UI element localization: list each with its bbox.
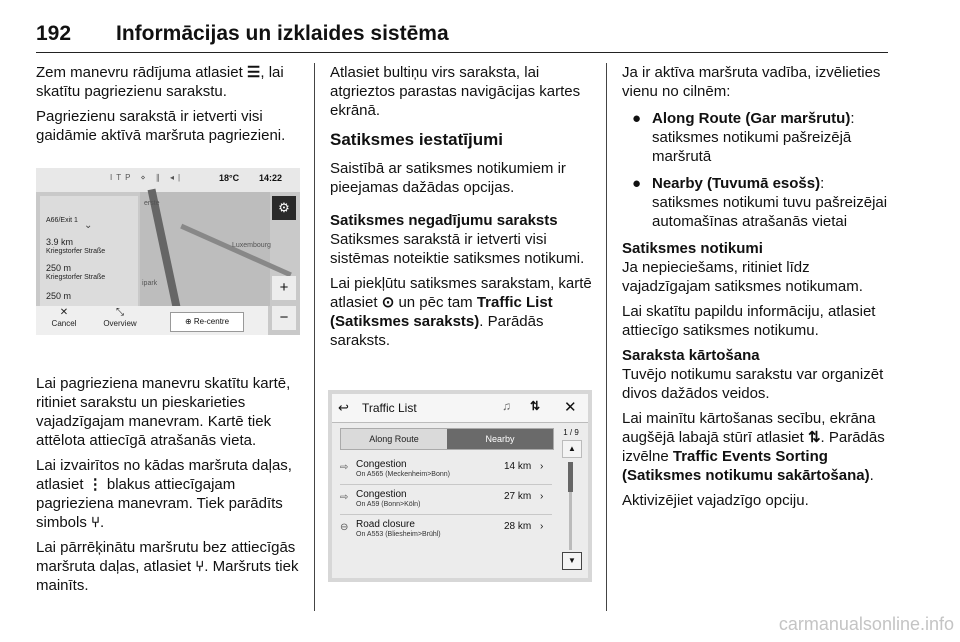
subheading: Satiksmes negadījumu saraksts [330,212,558,229]
road-closure-icon: ⊖ [340,522,349,533]
list-item[interactable]: 250 m Kriegstorfer Straße [46,263,106,281]
traffic-list-screenshot [328,390,592,582]
chevron-right-icon: › [540,461,544,472]
subheading: Satiksmes notikumi [622,240,763,257]
scroll-thumb[interactable] [568,462,573,492]
paragraph: Pagriezienu sarakstā ir ietverti visi gaidāmie aktīvā maršruta pagriezieni. [36,108,286,144]
overview-button[interactable]: ⤡ Overview [94,306,146,335]
column-1-lower [36,374,304,601]
page-number: 192 [36,22,72,45]
cancel-button[interactable]: ✕ Cancel [42,306,86,335]
back-arrow-icon[interactable]: ↩ [338,400,349,415]
status-bar [36,168,300,192]
overview-icon: ⤡ [116,307,124,318]
paragraph: Aktivizējiet vajadzīgo opciju. [622,492,809,509]
zoom-out-button[interactable]: − [272,306,296,330]
list-item[interactable]: 250 m [46,291,72,301]
scrollbar[interactable] [560,428,582,568]
paragraph: Zem manevru rādījuma atlasiet ☰, lai skatītu pagriezienu sarakstu. [36,64,284,100]
music-icon: ♫ [502,399,511,413]
paragraph: Lai pagrieziena manevru skatītu kartē, ritiniet sarakstu un pieskarieties vajadzīgajam manevram. Kartē tiek attēlota attiecīgā atrašanās vieta. [36,375,291,449]
column-3 [622,63,890,516]
column-divider [606,63,607,611]
congestion-icon: ⇨ [340,492,349,503]
tab-along-route[interactable]: Along Route [369,434,419,444]
paragraph: Lai piekļūtu satiksmes sarakstam, kartē atlasiet ⊙ un pēc tam Traffic List (Satiksmes saraksts). Parādās saraksts. [330,275,592,349]
close-icon[interactable]: ✕ [564,399,577,416]
column-2 [330,63,592,356]
column-1 [36,63,304,151]
chevron-down-icon[interactable]: ⌄ [84,220,93,231]
traffic-row[interactable]: ⇨ Congestion On A59 (Bonn>Köln) 27 km › [340,486,552,515]
page-header [36,18,888,53]
crosshair-icon: ⊕ [184,317,194,326]
recentre-button[interactable]: ⊕ Re-centre [170,312,244,332]
temperature: 18°C [219,173,240,183]
zoom-in-button[interactable]: + [272,276,296,300]
scroll-up-button[interactable]: ▲ [562,440,582,458]
sort-icon: ⇅ [807,429,821,446]
settings-icon: ⊙ [381,294,395,311]
close-icon: ✕ [59,307,69,318]
chevron-right-icon: › [540,491,544,502]
column-divider [314,63,315,611]
list-icon: ☰ [246,64,261,81]
watermark: carmanualsonline.info [778,614,954,634]
settings-icon[interactable]: ⚙ [272,196,296,220]
list-item[interactable]: 3.9 km Kriegstorfer Straße [46,237,106,255]
chevron-right-icon: › [540,521,544,532]
paragraph: Atlasiet bultiņu virs saraksta, lai atgrieztos parastas navigācijas kartes ekrānā. [330,64,581,119]
traffic-list-header [332,394,588,423]
paragraph: Lai skatītu papildu informāciju, atlasiet attiecīgo satiksmes notikumu. [622,303,876,339]
traffic-row[interactable]: ⇨ Congestion On A565 (Meckenheim>Bonn) 14 km › [340,456,552,485]
screen-title: Traffic List [362,401,417,415]
map-label: ipark [142,280,158,287]
map-label: erste [144,200,160,207]
traffic-row[interactable]: ⊖ Road closure On A553 (Bliesheim>Brühl) 28 km › [340,519,544,538]
list-item[interactable]: A66/Exit 1 [46,217,78,224]
bottom-bar [36,306,268,335]
list-item: ● Nearby (Tuvumā esošs): satiksmes notikumi tuvu pašreizējai automašīnas atrašanās vietai [632,175,888,230]
turn-list [40,196,138,306]
tab-nearby[interactable]: Nearby [447,429,553,449]
paragraph: Lai mainītu kārtošanas secību, ekrāna augšējā labajā stūrī atlasiet ⇅. Parādās izvēlne Traffic Events Sorting (Satiksmes notikumu sakārtošana). [622,410,885,484]
avoid-route-icon: ⑂ [91,514,101,531]
clock: 14:22 [259,173,283,183]
paragraph: Tuvējo notikumu sarakstu var organizēt divos dažādos veidos. [622,366,884,402]
tab-bar [340,428,554,450]
paragraph: Lai izvairītos no kādas maršruta daļas, atlasiet ⋮ blakus attiecīgajam pagrieziena manevram. Tiek parādīts simbols ⑂. [36,457,292,531]
sort-icon[interactable]: ⇅ [530,399,541,413]
scroll-down-button[interactable]: ▼ [562,552,582,570]
paragraph: Satiksmes sarakstā ir ietverti visi sistēmas noteiktie satiksmes notikumi. [330,231,585,267]
subheading: Saraksta kārtošana [622,347,760,364]
paragraph: Saistībā ar satiksmes notikumiem ir pieejamas dažādas opcijas. [330,160,566,196]
paragraph: Ja nepieciešams, ritiniet līdz vajadzīgajam satiksmes notikumam. [622,259,863,295]
turn-list-screenshot [36,168,300,335]
avoid-route-icon: ⑂ [195,558,205,575]
more-options-icon: ⋮ [87,476,103,493]
section-heading: Satiksmes iestatījumi [330,130,503,149]
paragraph: Ja ir aktīva maršruta vadība, izvēlieties vienu no cilnēm: [622,64,881,100]
status-icons: ITP ⋄ ∥ ◂| [110,173,185,182]
paragraph: Lai pārrēķinātu maršrutu bez attiecīgās maršruta daļas, atlasiet ⑂. Maršruts tiek mainīts. [36,539,299,594]
congestion-icon: ⇨ [340,462,349,473]
page-title: Informācijas un izklaides sistēma [116,22,449,45]
page-indicator: 1 / 9 [563,428,579,437]
list-item: ● Along Route (Gar maršrutu): satiksmes notikumi pašreizējā maršrutā [632,110,855,165]
map-label: Luxembourg [232,242,271,249]
